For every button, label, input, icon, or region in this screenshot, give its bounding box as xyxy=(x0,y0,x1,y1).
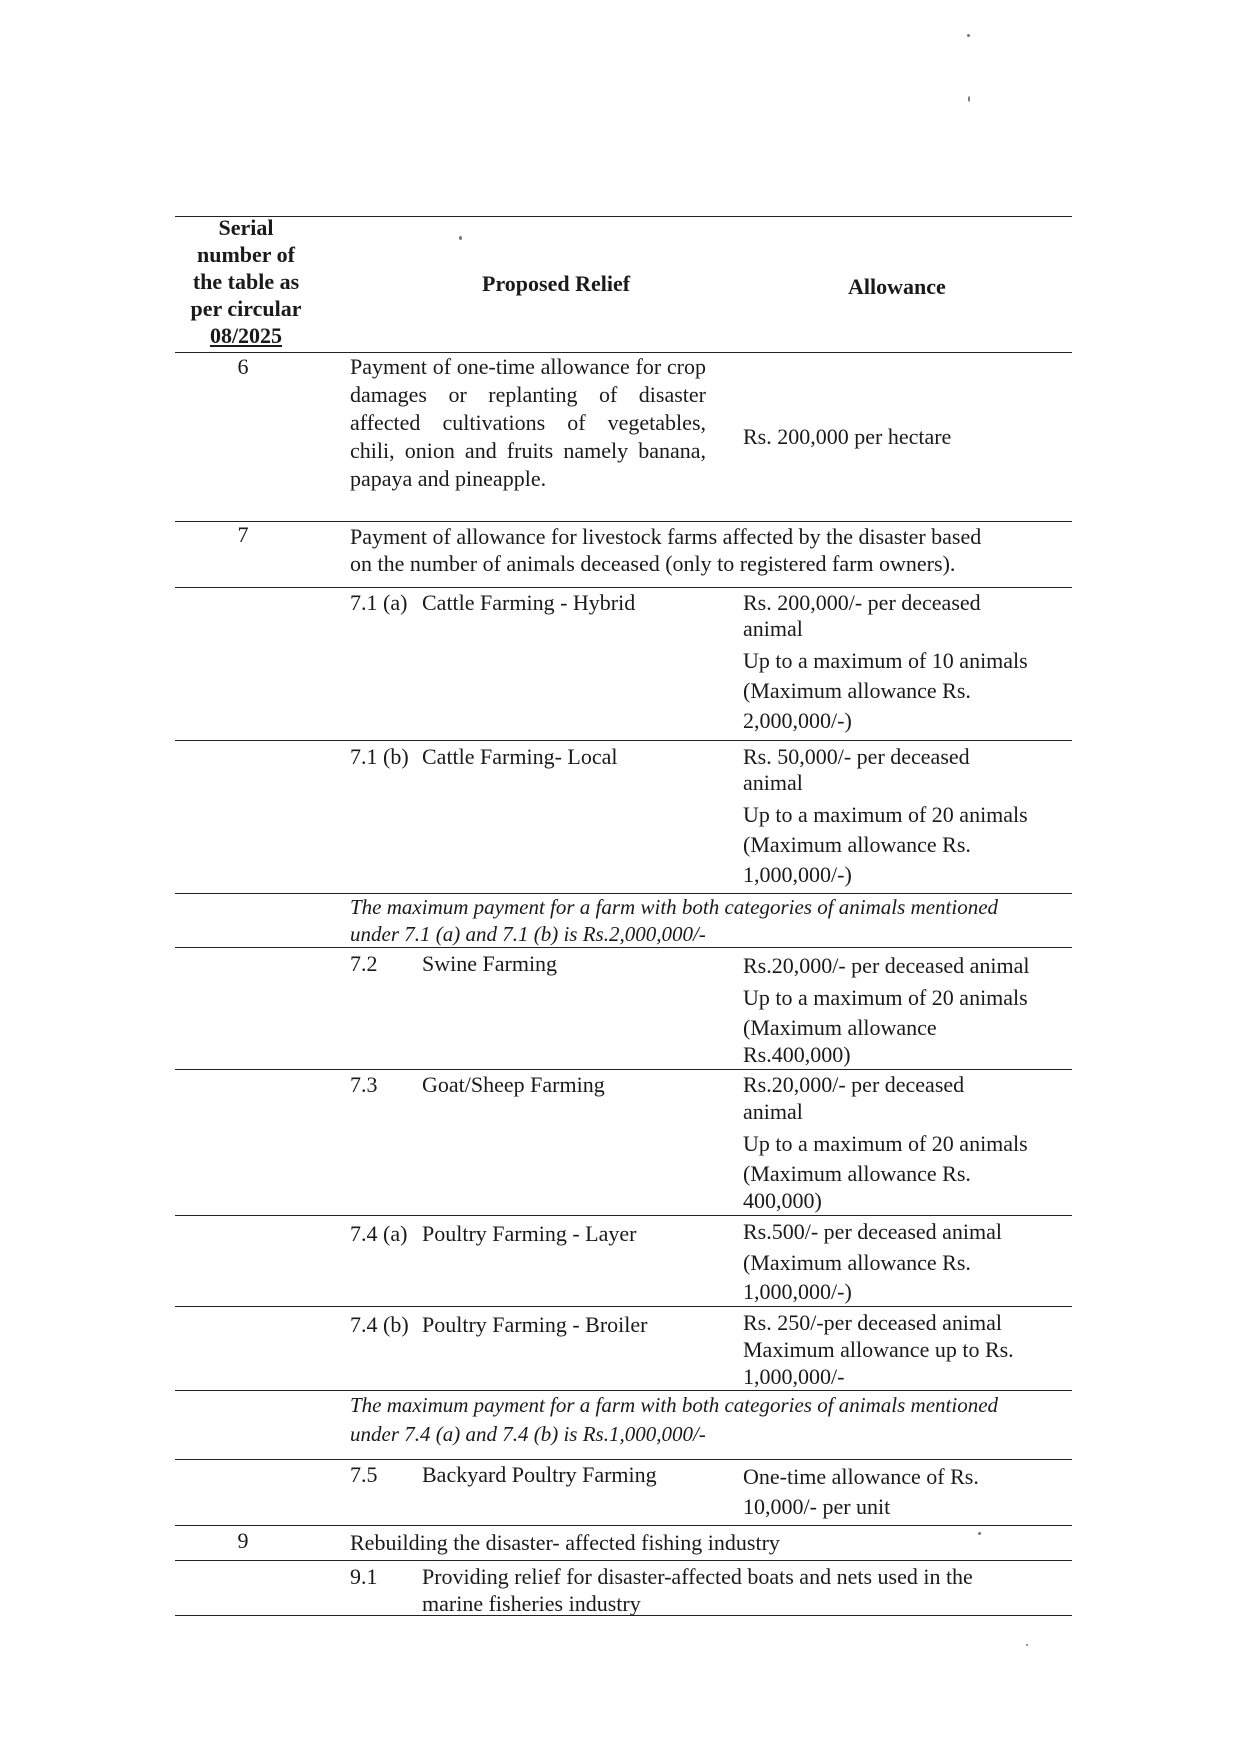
allowance-line: Rs.400,000) xyxy=(743,1042,851,1067)
allowance-line: (Maximum allowance Rs. xyxy=(743,1161,971,1186)
note-line: under 7.1 (a) and 7.1 (b) is Rs.2,000,000/- xyxy=(350,922,706,946)
proposed-relief-header: Proposed Relief xyxy=(482,271,631,296)
allowance-line: Up to a maximum of 20 animals xyxy=(743,802,1028,827)
relief-cell-line: on the number of animals deceased (only to registered farm owners). xyxy=(350,551,956,576)
allowance-line: animal xyxy=(743,1099,803,1124)
allowance-line: Up to a maximum of 10 animals xyxy=(743,648,1028,673)
serial-header xyxy=(170,214,322,349)
scan-speck xyxy=(968,96,970,102)
item-code: 7.3 xyxy=(350,1072,378,1097)
row-rule xyxy=(175,587,1072,588)
serial-cell: 7 xyxy=(237,522,249,547)
allowance-line: One-time allowance of Rs. xyxy=(743,1464,979,1489)
note-line: The maximum payment for a farm with both categories of animals mentioned xyxy=(350,895,999,919)
serial-header-line: the table as xyxy=(192,269,300,294)
item-code: 9.1 xyxy=(350,1564,378,1589)
scan-speck xyxy=(459,236,462,240)
row-rule xyxy=(175,1525,1072,1526)
allowance-line: animal xyxy=(743,770,803,795)
allowance-line: Rs.20,000/- per deceased animal xyxy=(743,953,1030,978)
serial-header-line: Serial xyxy=(218,215,274,240)
allowance-line: 1,000,000/- xyxy=(743,1364,845,1389)
allowance-line: Up to a maximum of 20 animals xyxy=(743,1131,1028,1156)
item-name: Poultry Farming - Layer xyxy=(422,1221,637,1246)
item-code: 7.4 (b) xyxy=(350,1312,409,1337)
allowance-cell: Rs. 200,000 per hectare xyxy=(743,424,952,449)
scan-speck xyxy=(967,34,970,37)
note-line: under 7.4 (a) and 7.4 (b) is Rs.1,000,000/- xyxy=(350,1422,706,1446)
allowance-line: Rs. 250/-per deceased animal xyxy=(743,1310,1003,1335)
allowance-line: Up to a maximum of 20 animals xyxy=(743,985,1028,1010)
item-description-line: marine fisheries industry xyxy=(422,1591,641,1616)
allowance-line: 1,000,000/-) xyxy=(743,862,852,887)
allowance-line: (Maximum allowance Rs. xyxy=(743,832,971,857)
row-rule xyxy=(175,1069,1072,1070)
allowance-line: 10,000/- per unit xyxy=(743,1494,891,1519)
item-name: Swine Farming xyxy=(422,951,558,976)
serial-header-line: number of xyxy=(197,242,295,267)
row-rule xyxy=(175,1215,1072,1216)
allowance-line: 400,000) xyxy=(743,1188,822,1213)
note-line: The maximum payment for a farm with both categories of animals mentioned xyxy=(350,1393,999,1417)
allowance-line: animal xyxy=(743,616,803,641)
row-rule xyxy=(175,1560,1072,1561)
row-rule xyxy=(175,1390,1072,1391)
item-name: Cattle Farming - Hybrid xyxy=(422,590,636,615)
serial-header-line: 08/2025 xyxy=(209,323,283,348)
item-code: 7.5 xyxy=(350,1462,378,1487)
allowance-line: Maximum allowance up to Rs. xyxy=(743,1337,1014,1362)
relief-cell: Rebuilding the disaster- affected fishing industry xyxy=(350,1530,780,1555)
row-rule xyxy=(175,740,1072,741)
item-code: 7.2 xyxy=(350,951,378,976)
row-rule xyxy=(175,1306,1072,1307)
row-rule xyxy=(175,521,1072,522)
allowance-line: 2,000,000/-) xyxy=(743,708,852,733)
allowance-line: (Maximum allowance Rs. xyxy=(743,678,971,703)
item-code: 7.4 (a) xyxy=(350,1221,408,1246)
relief-cell: Payment of one-time allowance for crop damages or replanting of disaster affected cultivations of vegetables, chili, onion and fruits namely banana, papaya and pineapple. xyxy=(350,354,706,491)
item-name: Poultry Farming - Broiler xyxy=(422,1312,648,1337)
serial-cell: 9 xyxy=(237,1528,249,1553)
serial-cell: 6 xyxy=(237,354,249,379)
scan-speck xyxy=(1026,1644,1028,1646)
item-description-line: Providing relief for disaster-affected boats and nets used in the xyxy=(422,1564,973,1589)
item-name: Cattle Farming- Local xyxy=(422,744,618,769)
allowance-line: Rs.20,000/- per deceased xyxy=(743,1072,965,1097)
relief-cell-line: Payment of allowance for livestock farms affected by the disaster based xyxy=(350,524,982,549)
serial-header-line: per circular xyxy=(190,296,302,321)
row-rule xyxy=(175,1459,1072,1460)
allowance-header: Allowance xyxy=(848,274,946,299)
item-code: 7.1 (a) xyxy=(350,590,408,615)
allowance-line: (Maximum allowance xyxy=(743,1015,937,1040)
allowance-line: (Maximum allowance Rs. xyxy=(743,1250,971,1275)
item-name: Backyard Poultry Farming xyxy=(422,1462,657,1487)
allowance-line: Rs. 50,000/- per deceased xyxy=(743,744,970,769)
item-code: 7.1 (b) xyxy=(350,744,409,769)
scan-speck xyxy=(978,1532,981,1535)
item-name: Goat/Sheep Farming xyxy=(422,1072,605,1097)
allowance-line: 1,000,000/-) xyxy=(743,1279,852,1304)
allowance-line: Rs. 200,000/- per deceased xyxy=(743,590,981,615)
allowance-line: Rs.500/- per deceased animal xyxy=(743,1219,1003,1244)
